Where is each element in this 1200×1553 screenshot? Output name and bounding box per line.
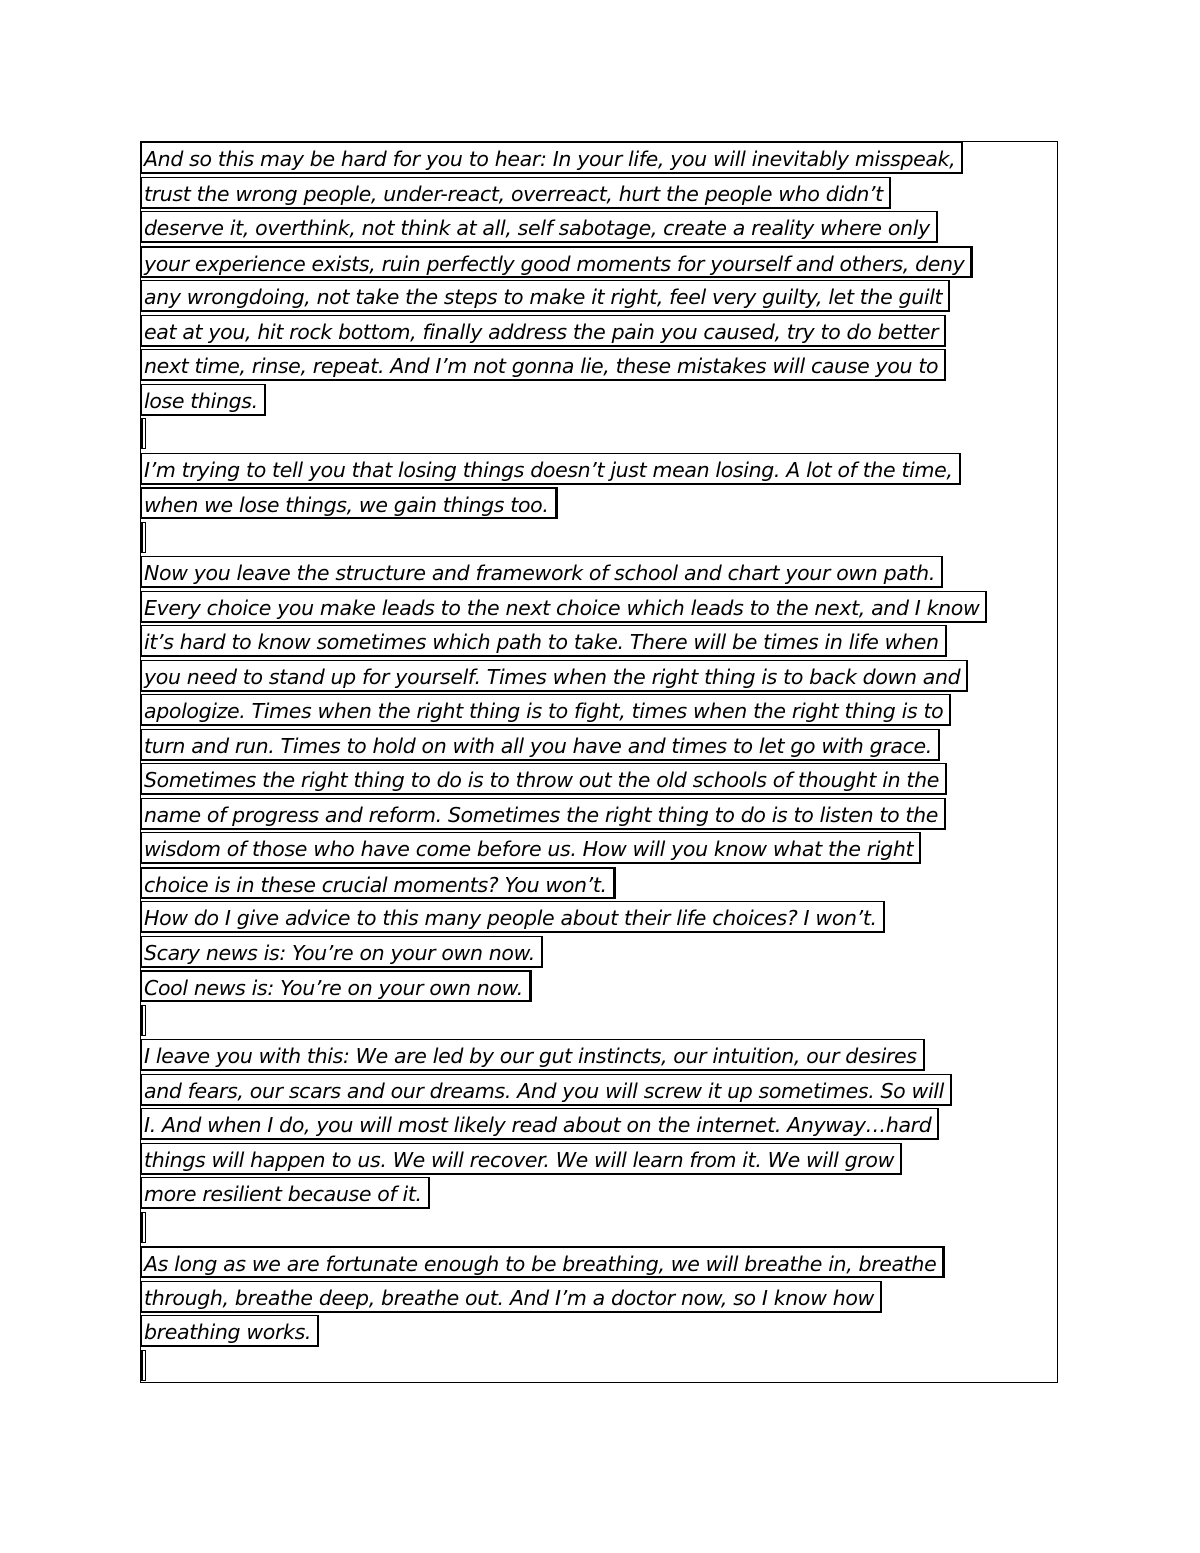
text-line — [141, 177, 1061, 212]
text-line-box: I leave you with this: We are led by our gut instincts, our intuition, our desires — [141, 1039, 925, 1071]
text-line-box: Cool news is: You’re on your own now. — [141, 970, 532, 1002]
text-line — [141, 1246, 1061, 1281]
text-line-box: choice is in these crucial moments? You won’t. — [141, 867, 616, 899]
text-line-box: things will happen to us. We will recover. We will learn from it. We will grow — [141, 1143, 902, 1175]
text-line — [141, 936, 1061, 971]
text-line-box: and fears, our scars and our dreams. And you will screw it up sometimes. So will — [141, 1074, 952, 1106]
text-line — [141, 694, 1061, 729]
text-line-box: How do I give advice to this many people about their life choices? I won’t. — [141, 901, 885, 933]
empty-line — [141, 522, 1061, 557]
text-line-box: I. And when I do, you will most likely read about on the internet. Anyway…hard — [141, 1108, 939, 1140]
text-line-box: name of progress and reform. Sometimes the right thing to do is to listen to the — [141, 798, 946, 830]
text-line-box: when we lose things, we gain things too. — [141, 487, 558, 519]
text-line — [141, 798, 1061, 833]
empty-line-marker — [141, 522, 146, 553]
text-line-box: your experience exists, ruin perfectly good moments for yourself and others, deny — [141, 246, 973, 278]
text-line-box: breathing works. — [141, 1315, 319, 1347]
text-line — [141, 280, 1061, 315]
empty-line — [141, 418, 1061, 453]
text-line-box: next time, rinse, repeat. And I’m not gonna lie, these mistakes will cause you to — [141, 349, 946, 381]
text-line-box: As long as we are fortunate enough to be breathing, we will breathe in, breathe — [141, 1246, 945, 1278]
text-line — [141, 832, 1061, 867]
text-line-box: apologize. Times when the right thing is to fight, times when the right thing is to — [141, 694, 951, 726]
text-line-box: wisdom of those who have come before us. How will you know what the right — [141, 832, 921, 864]
text-line — [141, 556, 1061, 591]
text-line — [141, 487, 1061, 522]
text-line — [141, 729, 1061, 764]
text-line — [141, 453, 1061, 488]
empty-line-marker — [141, 1005, 146, 1036]
text-line — [141, 1143, 1061, 1178]
text-line-box: it’s hard to know sometimes which path to take. There will be times in life when — [141, 625, 947, 657]
text-line-box: Scary news is: You’re on your own now. — [141, 936, 543, 968]
text-line-box: you need to stand up for yourself. Times when the right thing is to back down and — [141, 660, 968, 692]
text-line-box: Sometimes the right thing to do is to throw out the old schools of thought in the — [141, 763, 947, 795]
text-line-box: more resilient because of it. — [141, 1177, 430, 1209]
text-line — [141, 211, 1061, 246]
text-line-box: And so this may be hard for you to hear: In your life, you will inevitably misspeak, — [141, 142, 963, 174]
text-line-box: any wrongdoing, not take the steps to make it right, feel very guilty, let the guilt — [141, 280, 950, 312]
empty-line — [141, 1005, 1061, 1040]
text-line — [141, 142, 1061, 177]
text-line — [141, 1281, 1061, 1316]
empty-line — [141, 1350, 1061, 1385]
text-line-box: deserve it, overthink, not think at all, self sabotage, create a reality where only — [141, 211, 938, 243]
text-line-box: trust the wrong people, under-react, overreact, hurt the people who didn’t — [141, 177, 891, 209]
document-body — [141, 142, 1061, 1384]
text-line — [141, 315, 1061, 350]
text-line — [141, 625, 1061, 660]
text-line — [141, 384, 1061, 419]
text-line — [141, 1315, 1061, 1350]
text-line — [141, 660, 1061, 695]
text-line — [141, 591, 1061, 626]
text-line-box: turn and run. Times to hold on with all you have and times to let go with grace. — [141, 729, 940, 761]
text-line — [141, 867, 1061, 902]
empty-line — [141, 1212, 1061, 1247]
text-line — [141, 349, 1061, 384]
empty-line-marker — [141, 418, 146, 449]
text-line — [141, 970, 1061, 1005]
text-line — [141, 1039, 1061, 1074]
empty-line-marker — [141, 1350, 146, 1381]
text-line — [141, 246, 1061, 281]
empty-line-marker — [141, 1212, 146, 1243]
text-line-box: lose things. — [141, 384, 266, 416]
text-line-box: eat at you, hit rock bottom, finally address the pain you caused, try to do better — [141, 315, 946, 347]
text-line-box: through, breathe deep, breathe out. And I’m a doctor now, so I know how — [141, 1281, 882, 1313]
text-line — [141, 1177, 1061, 1212]
text-line-box: Every choice you make leads to the next choice which leads to the next, and I know — [141, 591, 987, 623]
text-line — [141, 1108, 1061, 1143]
text-line — [141, 901, 1061, 936]
text-line — [141, 1074, 1061, 1109]
text-line — [141, 763, 1061, 798]
text-line-box: Now you leave the structure and framework of school and chart your own path. — [141, 556, 943, 588]
text-line-box: I’m trying to tell you that losing things doesn’t just mean losing. A lot of the time, — [141, 453, 961, 485]
